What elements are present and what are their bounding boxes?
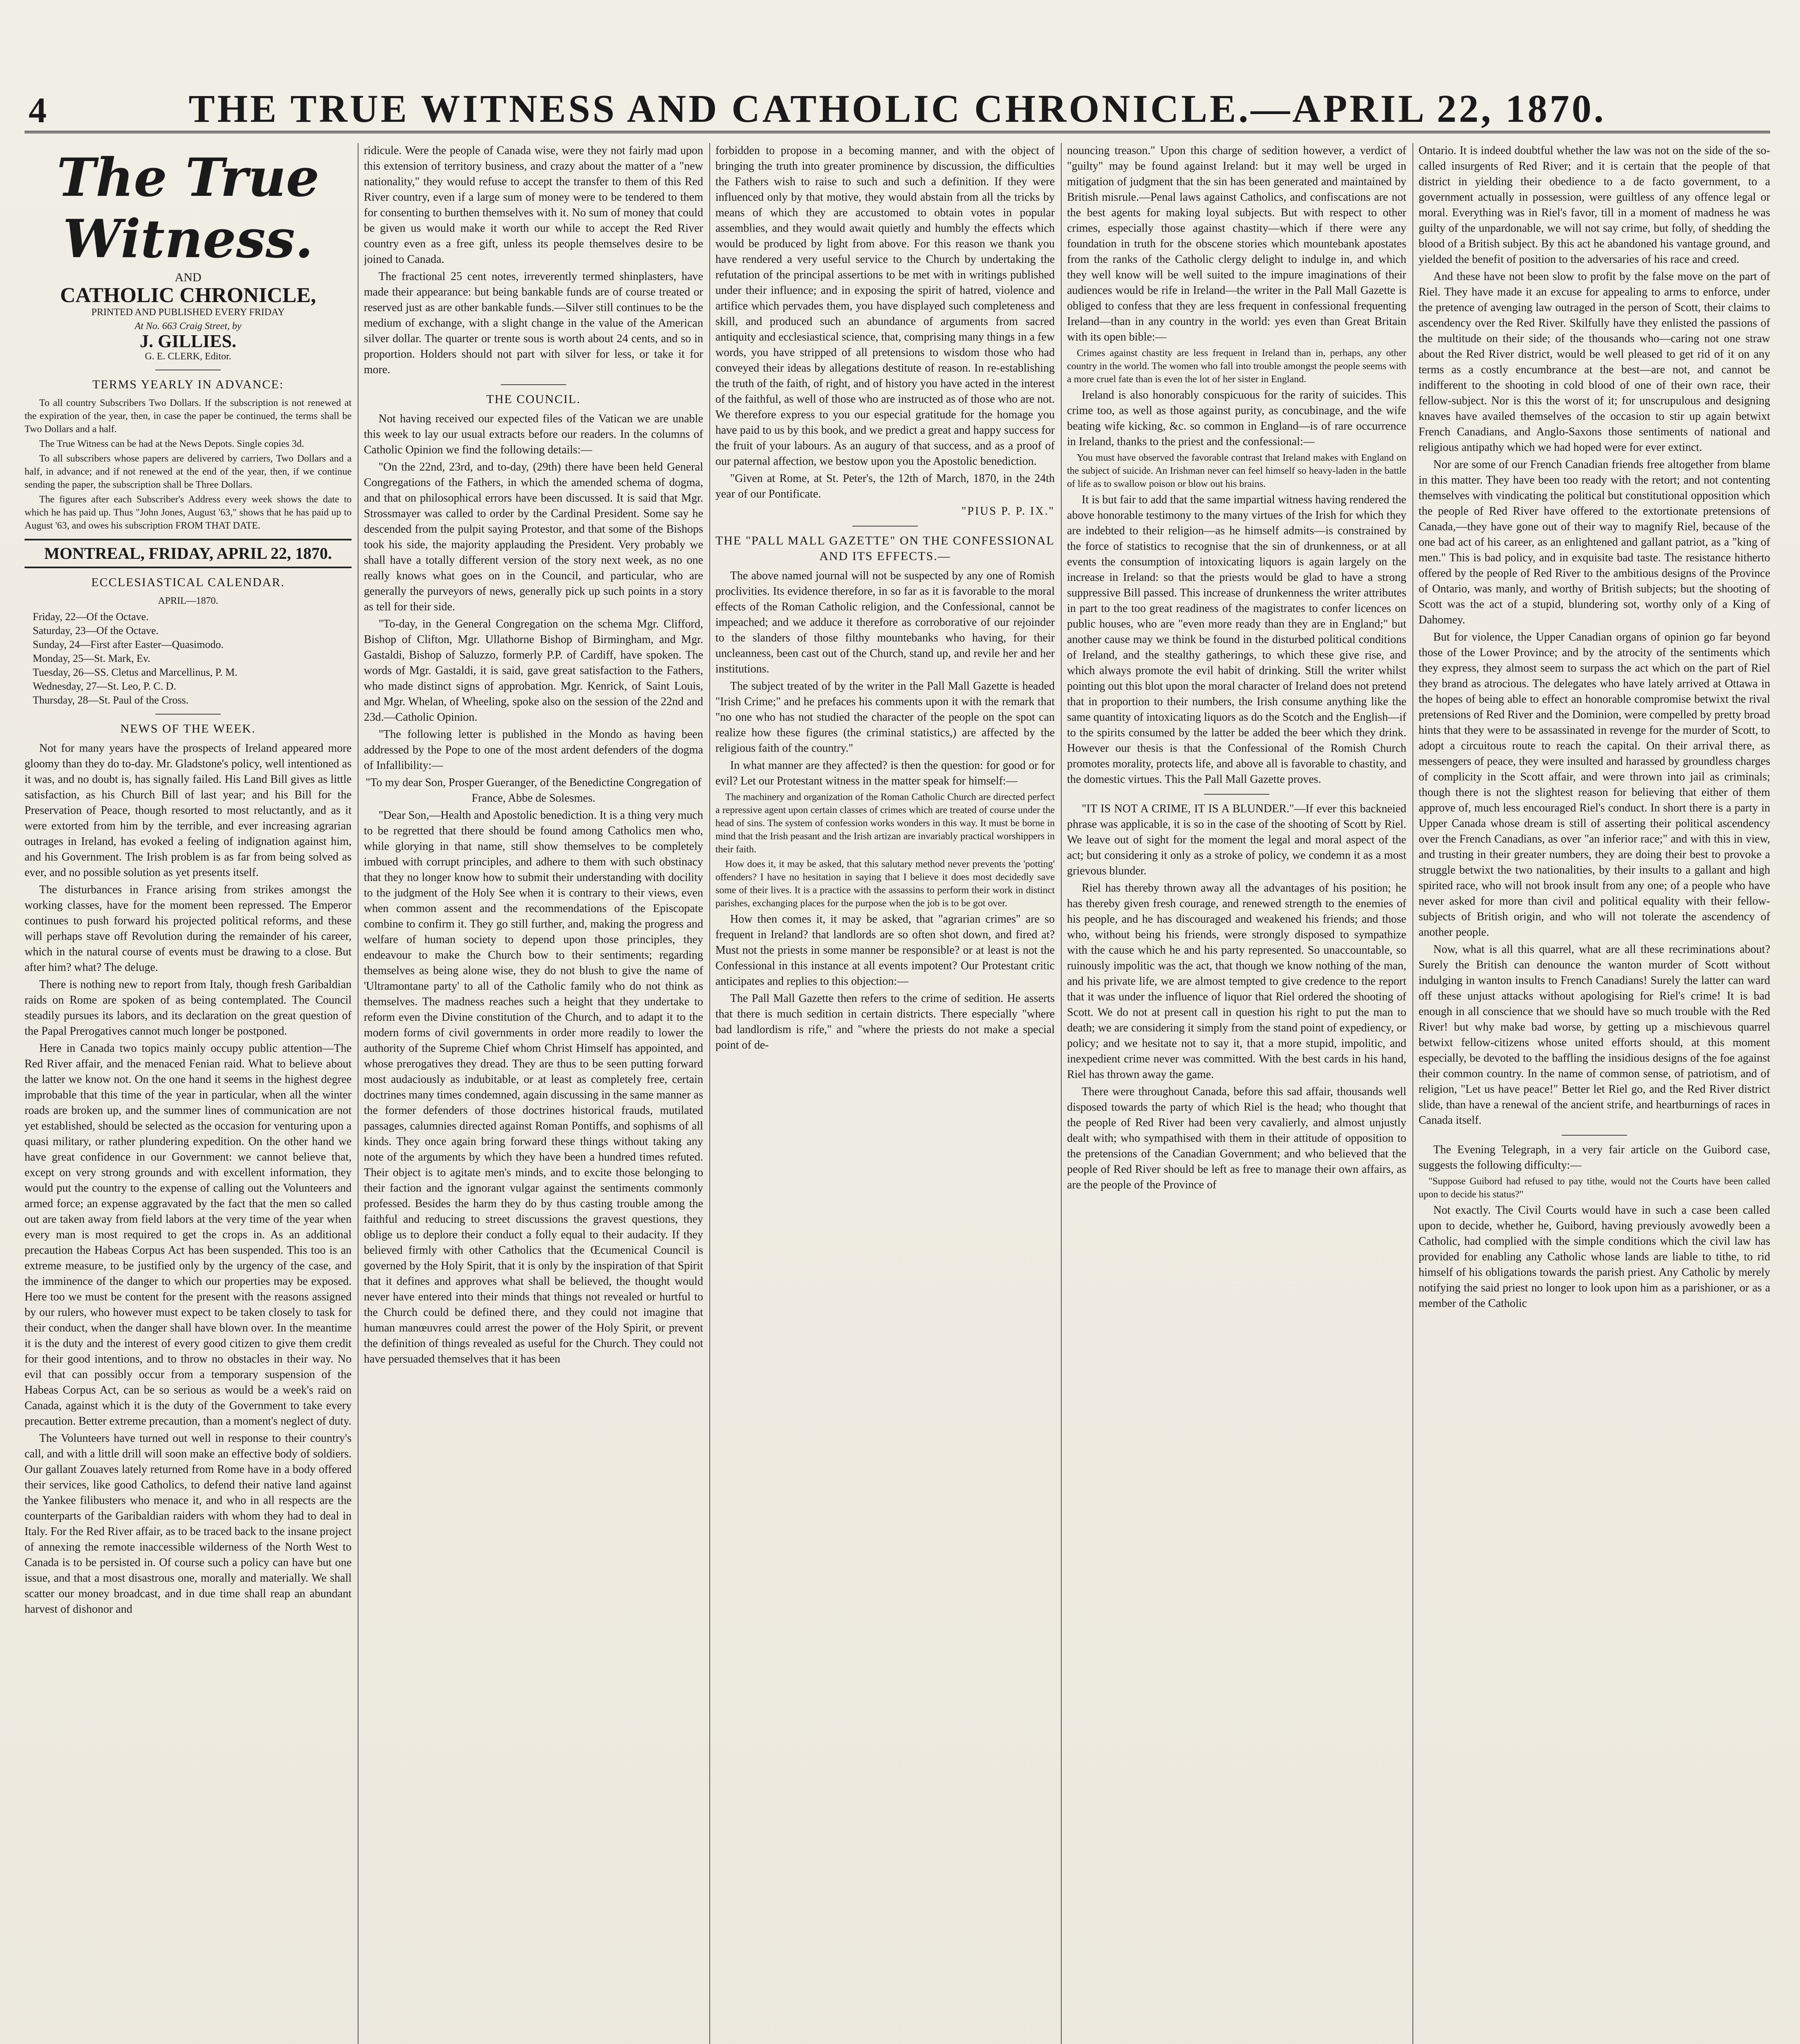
column-2 — [364, 143, 703, 2044]
calendar-entry: Sunday, 24—First after Easter—Quasimodo. — [33, 639, 224, 650]
masthead — [25, 147, 352, 363]
terms-paragraph: To all subscribers whose papers are delivered by carriers, Two Dollars and a half, in advance; and if not renewed at the end of the year, then, if we continue sending the paper, the subscription shall be Three Dollars. — [25, 453, 352, 490]
column-rule — [1412, 143, 1413, 2044]
news-paragraph: Not for many years have the prospects of Ireland appeared more gloomy than they do to-day. Mr. Gladstone's policy, well intentioned as it was, and no doubt is, has signally failed. His Land Bill gives as little satisfaction, as his Church Bill of last year; and his Bill for the Preservation of Peace, though resorted to most reluctantly, and as it were extorted from him by the terrible, and ever increasing agrarian outrages in Ireland, has evoked a feeling of indignation against him, and his Government. The Irish problem is as far from being solved as ever, and no possible solution as yet presents itself. — [25, 742, 352, 879]
article-paragraph: Ireland is also honorably conspicuous for the rarity of suicides. This crime too, as well as those against purity, as concubinage, and the wife beating wife kicking, &c. so common in England—is of rare occurrence in Ireland, thanks to the priest and the confessional:— — [1067, 389, 1406, 448]
terms-paragraph: The True Witness can be had at the News Depots. Single copies 3d. — [39, 439, 304, 449]
pmg-paragraph: The above named journal will not be suspected by any one of Romish proclivities. Its evidence therefore, in so far as it is favorable to the moral effects of the Roman Catholic religion, and the Confessional, cannot be impeached; and we adduce it therefore as corroborative of our rejoinder to the slanders of those filthy mountebanks who having, for their uncleanness, been cast out of the Church, stand up, and revile her and her institutions. — [715, 569, 1055, 675]
calendar-entry: Monday, 25—St. Mark, Ev. — [33, 652, 150, 664]
terms-heading: TERMS YEARLY IN ADVANCE: — [92, 378, 284, 391]
divider — [501, 384, 566, 385]
article-paragraph: "IT IS NOT A CRIME, IT IS A BLUNDER."—If ever this backneied phrase was applicable, it is so in the case of the shooting of Scott by Riel. We leave out of sight for the moment the legal and moral aspect of the act; but considering it only as a stroke of policy, we condemn it as a most grievous blunder. — [1067, 802, 1406, 877]
masthead-editor: G. E. CLERK, Editor. — [145, 351, 231, 362]
article-paragraph: The fractional 25 cent notes, irreverently termed shinplasters, have made their appearance: but being bankable funds are of course treated or reserved just as are other bankable funds.—Silver still continues to be the medium of exchange, with a slight change in the value of the American silver dollar. The quarter or trente sous is worth about 24 cents, and so in proportion. Holders should not part with silver for less, or take it for more. — [364, 270, 703, 376]
column-3 — [715, 143, 1055, 2044]
article-quote: You must have observed the favorable contrast that Ireland makes with England on the subject of suicide. An Irishman never can feel himself so heavy-laden in the battle of life as to swallow poison or blow out his brains. — [1067, 453, 1406, 489]
masthead-published: PRINTED AND PUBLISHED EVERY FRIDAY — [91, 307, 285, 318]
news-paragraph: Here in Canada two topics mainly occupy public attention—The Red River affair, and the menaced Fenian raid. What to believe about the latter we know not. On the one hand it seems in the highest degree improbable that this time of the year in particular, when all the winter roads are broken up, and the summer lines of communication are not yet established, should be selected as the occasion for venturing upon a quasi military, or rather plundering expedition. On the other hand we have great confidence in our Government: we cannot believe that, except on very strong grounds and with excellent information, they would put the country to the expense of calling out the Volunteers and armed force; an expense aggravated by the fact that the men so called out are taken away from field labors at the very time of the year when every man is most required to get the crops in. As an additional precaution the Habeas Corpus Act has been suspended. This too is an extreme measure, to be justified only by the urgency of the case, and the imminence of the danger to which our properties may be exposed. Here too we must be content for the present with the reasons assigned by our rulers, who however must expect to be taken closely to task for their conduct, when the danger shall have blown over. In the meantime it is the duty and the interest of every good citizen to give them credit for their good intentions, and to throw no obstacles in their way. No evil that can possibly occur from a temporary suspension of the Habeas Corpus Act, can be so serious as would be a week's raid on Canada, against which it is the duty of the Government to take every precaution. Better extreme precaution, than a moment's neglect of duty. — [25, 1042, 352, 1428]
running-title: THE TRUE WITNESS AND CATHOLIC CHRONICLE.—APRIL 22, 1870. — [188, 87, 1606, 130]
column-1 — [25, 143, 352, 2044]
column-rule — [1061, 143, 1062, 2044]
article-paragraph: Now, what is all this quarrel, what are all these recriminations about? Surely the British can denounce the wanton murder of Scott without indulging in wanton insults to French Canadians! Surely the latter can ward off these unjust attacks without apologising for Riel's crime! It is bad enough in all conscience that we should have so much trouble with the Red River! but why make bad worse, by getting up a mischievous quarrel betwixt fellow-citizens whose united efforts should, at this moment especially, be devoted to the baffling the insidious designs of the foe against their common country. In the name of common sense, of patriotism, and of religion, "Let us have peace!" Better let Riel go, and the Red River district slide, than have a renewal of the ancient strife, and heartburnings of races in Canada itself. — [1419, 943, 1770, 1127]
article-paragraph: Ontario. It is indeed doubtful whether the law was not on the side of the so-called insurgents of Red River; and it is certain that the people of that district in yielding their obedience to a de facto government, to a government actually in possession, were guiltless of any offence legal or moral. Everything was in Riel's favor, till in a moment of madness he was guilty of the unpardonable, we will not say crime, but folly, of shedding the blood of a British subject. By this act he abandoned his vantage ground, and yielded the benefit of position to the adversaries of his race and creed. — [1419, 144, 1770, 266]
council-paragraph: "To-day, in the General Congregation on the schema Mgr. Clifford, Bishop of Clifton, Mgr. Ullathorne Bishop of Birmingham, and Mgr. Gastaldi, Bishop of Saluzzo, formerly P.P. of Cardiff, have spoken. The words of Mgr. Gastaldi, it is said, gave great satisfaction to the Fathers, who made distinct signs of approbation. Mgr. Kenrick, of Saint Louis, and Mgr. Whelan, of Wheeling, spoke also on the session of the 22nd and 23d.—Catholic Opinion. — [364, 618, 703, 724]
masthead-and: AND — [175, 271, 202, 284]
pmg-paragraph: The subject treated of by the writer in the Pall Mall Gazette is headed "Irish Crime;" and he prefaces his comments upon it with the remark that "no one who has not studied the character of the people on the spot can realize how these figures (the criminal statistics,) are affected by the religious faith of the country." — [715, 680, 1055, 755]
column-rule — [358, 143, 359, 2044]
calendar-heading: ECCLESIASTICAL CALENDAR. — [91, 576, 285, 589]
calendar-entry: Saturday, 23—Of the Octave. — [33, 625, 159, 637]
council-heading: THE COUNCIL. — [486, 392, 581, 406]
article-quote: "Suppose Guibord had refused to pay tithe, would not the Courts have been called upon to decide his status?" — [1419, 1176, 1770, 1200]
article-paragraph: But for violence, the Upper Canadian organs of opinion go far beyond those of the Lower Province; and by the atrocity of the sentiments which they express, they almost seem to surpass the act which on the part of Riel they brand as atrocious. The delegates who have lately arrived at Ottawa in the hopes of being able to effect an honorable compromise betwixt the rival pretensions of Red River and the Dominion, were compelled by pretty broad hints that they were to be assassinated in revenge for the murder of Scott, to adopt a circuitous route to reach the capital. On their arrival there, as messengers of peace, they were insulted and harassed by groundless charges of complicity in the Scott affair, and were thrown into jail as criminals; though there is not the slightest reason for believing that either of them approve of, much less encouraged Riel's conduct. In short there is a party in Upper Canada whose dream is still of asserting their political ascendency over the French Canadians, as over "an inferior race;" and with this in view, and trusting in their greater numbers, they are doing their best to provoke a struggle betwixt the two nationalities, by their insults to a gallant and high spirited race, who will not brook insult from any one; of a people who have never asked for more than civil and political equality with their fellow-subjects of British origin, and who will not tolerate the ascendency of another people. — [1419, 631, 1770, 939]
dateline: MONTREAL, FRIDAY, APRIL 22, 1870. — [25, 539, 352, 568]
news-paragraph: There is nothing new to report from Italy, though fresh Garibaldian raids on Rome are spoken of as being contemplated. The Council steadily pursues its labors, and its declaration on the great question of the Papal Prerogatives cannot much longer be postponed. — [25, 978, 352, 1038]
divider — [1562, 1135, 1627, 1136]
council-paragraph: "To my dear Son, Prosper Gueranger, of the Benedictine Congregation of France, Abbe de Solesmes. — [365, 776, 702, 805]
column-rule — [709, 143, 710, 2044]
article-paragraph: There were throughout Canada, before this sad affair, thousands well disposed towards the party of which Riel is the head; who thought that the people of Red River had been very cavalierly, and almost unjustly dealt with; who sympathised with them in their attitude of opposition to the pretensions of the Canadian Government; and who believed that the people of Red River should be left as free to manage their own affairs, as are the people of the Province of — [1067, 1085, 1406, 1191]
page-number: 4 — [29, 91, 47, 130]
masthead-subtitle: CATHOLIC CHRONICLE, — [60, 284, 316, 307]
article-paragraph: nouncing treason." Upon this charge of sedition however, a verdict of "guilty" may be found against Ireland: but it may well be urged in mitigation of judgment that the sin has been generated and maintained by British misrule.—Penal laws against Catholics, and confiscations are not the best agents for making loyal subjects. But with respect to other crimes, especially those against chastity—which if there were any foundation in truth for the obscene stories which mountebank apostates from the ranks of the Catholic clergy delight to indulge in, and which they well know will be well suited to the impure imaginations of their audiences would be rife in Ireland—the writer in the Pall Mall Gazette is obliged to confess that they are less frequent in confessional frequenting Ireland—than in any country in the world: yes even than Great Britain with its open bible:— — [1067, 144, 1406, 343]
divider — [1204, 794, 1269, 795]
calendar-month: APRIL—1870. — [158, 596, 218, 606]
calendar-entry: Tuesday, 26—SS. Cletus and Marcellinus, P. M. — [33, 666, 238, 678]
terms-paragraph: To all country Subscribers Two Dollars. If the subscription is not renewed at the expiration of the year, then, in case the paper be continued, the terms shall be Two Dollars and a half. — [25, 398, 352, 435]
article-paragraph: "Given at Rome, at St. Peter's, the 12th of March, 1870, in the 24th year of our Pontificate. — [715, 472, 1055, 500]
column-5 — [1419, 143, 1770, 2044]
article-paragraph: ridicule. Were the people of Canada wise, were they not fairly mad upon this extension of territory business, and crazy about the matter of a "new nationality," they would refuse to accept the transfer to them of this Red River country, even if a large sum of money were to be tendered to them for consenting to burthen themselves with it. No sum of money that could be given us would make it worth our while to accept the Red River country even as a free gift, unless its people themselves desire to be joined to Canada. — [364, 144, 703, 266]
article-quote: Crimes against chastity are less frequent in Ireland than in, perhaps, any other country in the world. The women who fall into trouble amongst the people seems with a more cruel fate than is even the lot of her sister in England. — [1067, 348, 1406, 385]
calendar-entry: Wednesday, 27—St. Leo, P. C. D. — [33, 680, 176, 692]
pmg-quote: The machinery and organization of the Roman Catholic Church are directed perfect a repressive agent upon certain classes of crimes which are treated of course under the head of sins. The system of confession works wonders in this way. It must be borne in mind that the Irish peasant and the Irish artizan are invariably practical worshippers in their faith. — [715, 792, 1055, 855]
calendar-entry: Thursday, 28—St. Paul of the Cross. — [33, 694, 189, 706]
article-paragraph: forbidden to propose in a becoming manner, and with the object of bringing the truth into greater prominence by discussion, the difficulties the Fathers wish to raise to such and such a definition. If they were influenced only by that motive, they would abstain from all the tricks by means of which they are accustomed to obtain votes in popular assemblies, and they would await quietly and humbly the effects which would be produced by light from above. For this reason we thank you have rendered a very useful service to the Church by undertaking the refutation of the principal assertions to be met with in writings published under their influence; and in exposing the spirit of hatred, violence and artifice which pervades them, you have displayed such completeness and skill, and produced such an abundance of arguments from sacred antiquity and ecclesiastical science, that, comprising many things in a few words, you have stripped of all pretensions to wisdom those who had conveyed their ideas by allegations destitute of reason. In re-establishing the truth of the faith, of right, and of history you have acted in the interest of the faithful, as well of those who are instructed as of those who are not. We therefore express to you our especial gratitude for the homage you have paid to us by this book, and we predict a great and happy success for the fruit of your labours. As an augury of that success, and as a proof of our paternal affection, we bestow upon you the Apostolic benediction. — [715, 144, 1055, 468]
council-paragraph: Not having received our expected files of the Vatican we are unable this week to lay our usual extracts before our readers. In the columns of Catholic Opinion we find the following details:— — [364, 412, 703, 456]
article-paragraph: The Evening Telegraph, in a very fair article on the Guibord case, suggests the following difficulty:— — [1419, 1143, 1770, 1172]
council-paragraph: "Dear Son,—Health and Apostolic benediction. It is a thing very much to be regretted that there should be found among Catholics men who, while glorying in that name, still show themselves to be completely imbued with corrupt principles, and adhere to them with such obstinacy that they no longer know how to submit their understanding with docility to the judgment of the Holy See when it is contrary to their views, even when common assent and the recommendations of the Episcopate combine to confirm it. They go still further, and, making the progress and welfare of human society to depend upon those principles, they endeavour to make the Church bow to their sentiments; regarding themselves as being alone wise, they do not blush to give the name of 'Ultramontane party' to all of the Catholic family who do not think as themselves. The madness reaches such a height that they undertake to reform even the Divine constitution of the Church, and to adapt it to the modern forms of civil governments in order more readily to lower the authority of the Supreme Chief whom Christ Himself has appointed, and whose prerogatives they dread. They are thus to be seen putting forward most audaciously as indubitable, or at least as completely free, certain doctrines many times condemned, again discussing in the same manner as the former defenders of those doctrines historical frauds, mutilated passages, calumnies directed against Roman Pontiffs, and sophisms of all kinds. They once again bring forward these things without taking any note of the arguments by which they have been a hundred times refuted. Their object is to agitate men's minds, and to excite those belonging to their faction and the ignorant vulgar against the sentiments commonly professed. Besides the harm they do by thus casting trouble among the faithful and reducing to street discussions the gravest questions, they oblige us to deplore their conduct a folly equal to their audacity. If they believed firmly with other Catholics that the Œcumenical Council is governed by the Holy Spirit, that it is only by the inspiration of that Spirit that it defines and approves what shall be believed, the thought would never have entered into their minds that things not revealed or hurtful to the Church could be defined there, and they could not imagine that human manœuvres could arrest the power of the Holy Spirit, or prevent the definition of things revealed as useful for the Church. They could not have persuaded themselves that it has been — [364, 809, 703, 1365]
terms-paragraph: The figures after each Subscriber's Address every week shows the date to which he has paid up. Thus "John Jones, August '63," shows that he has paid up to August '63, and owes his subscription FROM THAT DATE. — [25, 494, 352, 531]
divider — [155, 714, 221, 715]
council-paragraph: "On the 22nd, 23rd, and to-day, (29th) there have been held General Congregations of the Fathers, in which the amended schema of dogma, and that on philosophical errors have been discussed. It is said that Mgr. Strossmayer was called to order by the Cardinal President. Some say he descended from the pulpit saying Protestor, and that some of the Bishops took his side, the majority applauding the President. Very probably we shall have a totally different version of the story next week, as no one really knows what goes on in the Council, and particular, who are generally the purveyors of news, generally pick up such points in a story as tell for their side. — [364, 461, 703, 613]
news-paragraph: The Volunteers have turned out well in response to their country's call, and with a little drill will soon make an effective body of soldiers. Our gallant Zouaves lately returned from Rome have in a body offered their services, like good Catholics, to defend their native land against the Yankee filibusters who menace it, and who in all respects are the counterparts of the Garibaldian raiders with whom they had to deal in Italy. For the Red River affair, as to be traced back to the insane project of annexing the remote inaccessible wilderness of the North West to Canada is to be persisted in. Of course such a policy can have but one issue, and that a most disastrous one, morally and materially. We shall scatter our money broadcast, and in due time shall reap an abundant harvest of dishonor and — [25, 1432, 352, 1616]
column-4 — [1067, 143, 1406, 2044]
divider — [852, 526, 918, 527]
calendar-list — [25, 610, 352, 707]
article-paragraph: And these have not been slow to profit by the false move on the part of Riel. They have made it an excuse for appealing to arms to enforce, under the pretence of avenging law outraged in the person of Scott, their claims to ascendency over the Red River. Skilfully have they enlisted the passions of the multitude on their side; of the thousands who—caring not one straw about the Red River district, would be well pleased to get rid of it on any terms as a costly encumbrance at the best—are not, and cannot be indifferent to the shooting in cold blood of one of their own race, their fellow-subject. Nor is this the worst of it; for unscrupulous and designing knaves have availed themselves of the occasion to stir up again betwixt French Canadians, and Anglo-Saxons those sentiments of national and religious antipathy which we had hoped were for ever extinct. — [1419, 270, 1770, 454]
pmg-heading: THE "PALL MALL GAZETTE" ON THE CONFESSIONAL AND ITS EFFECTS.— — [715, 534, 1055, 563]
article-paragraph: Nor are some of our French Canadian friends free altogether from blame in this matter. They have been too ready with the retort; and not contenting themselves with vindicating the political but constitutional opposition which the people of Red River have offered to the extortionate pretensions of Canada,—they have gone out of their way to magnify Riel, because of the one bad act of his career, as an enlightened and gallant patriot, as a "king of men." This is bad policy, and in exquisite bad taste. The resistance hitherto offered by the people of Red River to the ambitious designs of the Province of Ontario, was manly, and worthy of British subjects; but the shooting of Scott was the act of a stupid, blundering sot, worthy only of a King of Dahomey. — [1419, 458, 1770, 626]
calendar-entry: Friday, 22—Of the Octave. — [33, 611, 149, 623]
news-paragraph: The disturbances in France arising from strikes amongst the working classes, have for the moment been repressed. The Emperor continues to push forward his projected political reforms, and these will perhaps stave off Revolution during the remainder of his career, which in the natural course of events must be drawing to a close. But after him? what? The deluge. — [25, 883, 352, 974]
page-header — [25, 82, 1770, 133]
pmg-quote: How does it, it may be asked, that this salutary method never prevents the 'potting' offenders? I have no hesitation in saying that I believe it does most decidedly save some of their lives. It is a practice with the assassins to perform their work in distinct parishes, exchanging places for the purpose when the job is to be got over. — [715, 859, 1055, 909]
news-heading: NEWS OF THE WEEK. — [120, 722, 256, 735]
masthead-publisher: J. GILLIES. — [140, 331, 236, 351]
pmg-paragraph: The Pall Mall Gazette then refers to the crime of sedition. He asserts that there is much sedition in certain districts. There especially "where bad landlordism is rife," and "where the priests do not make a special point of de- — [715, 992, 1055, 1051]
article-paragraph: It is but fair to add that the same impartial witness having rendered the above honorable testimony to the many virtues of the Irish for which they are indebted to their religion—as he himself admits—is constrained by the force of statistics to recognise that the sin of drunkenness, or at all events the consumption of intoxicating liquors is again largely on the increase in Ireland: so that the priests would be glad to have a strong suppressive Bill passed. This increase of drunkenness the writer attributes in part to the too great readiness of the magistrates to confer licences on public houses, who are "even more ready than they are in England;" but another cause may we think be found in the disturbed political conditions of Ireland, and the stealthy gatherings, to which these give rise, and which always promote the evil habit of drinking. Still the writer whilst pointing out this blot upon the moral character of Ireland does not pretend that in proportion to their numbers, the Irish consume anything like the same quantity of intoxicating liquors as do the Scotch and the English—if to the spirits consumed by the latter be added the beer which they drink. However our thesis is that the Confessional of the Romish Church promotes morality, protects life, and above all is favorable to chastity, and the domestic virtues. This the Pall Mall Gazette proves. — [1067, 493, 1406, 786]
masthead-address: At No. 663 Craig Street, by — [134, 321, 242, 332]
pmg-paragraph: In what manner are they affected? is then the question: for good or for evil? Let our Protestant witness in the matter speak for himself:— — [715, 759, 1055, 787]
council-paragraph: "The following letter is published in the Mondo as having been addressed by the Pope to one of the most ardent defenders of the dogma of Infallibility:— — [364, 728, 703, 772]
masthead-title: The True Witness. — [56, 147, 320, 270]
article-paragraph: Not exactly. The Civil Courts would have in such a case been called upon to decide, whether he, Guibord, having previously avowedly been a Catholic, had complied with the simple conditions which the civil law has provided for enabling any Catholic whose lands are liable to tithe, to rid himself of his obligations towards the parish priest. Any Catholic by merely notifying the said priest no longer to look upon him as a parishioner, or as a member of the Catholic — [1419, 1204, 1770, 1310]
article-paragraph: Riel has thereby thrown away all the advantages of his position; he has thereby given fresh courage, and renewed strength to the enemies of his people, and he has discouraged and weakened his friends; and those who, without being his friends, were strongly disposed to sympathize with the cause which he and his party represented. So unaccountable, so ruinously impolitic was the act, that though we know nothing of the man, and his private life, we are almost tempted to give credence to the report that it was under the influence of liquor that Riel ordered the shooting of Scott. We do not at present call in question his right to put the man to death; we are considering it simply from the stand point of expediency, or policy; and we hesitate not to say it, that a more stupid, impolitic, and inexpedient crime never was committed. With the best cards in his hand, Riel has thrown away the game. — [1067, 882, 1406, 1081]
pmg-paragraph: How then comes it, it may be asked, that "agrarian crimes" are so frequent in Ireland? that landlords are so often shot down, and fired at? Must not the priests in some manner be responsible? or at least is not the Confessional in this instance at all events impotent? Our Protestant critic anticipates and replies to this objection:— — [715, 913, 1055, 988]
signature: "PIUS P. P. IX." — [961, 505, 1055, 518]
